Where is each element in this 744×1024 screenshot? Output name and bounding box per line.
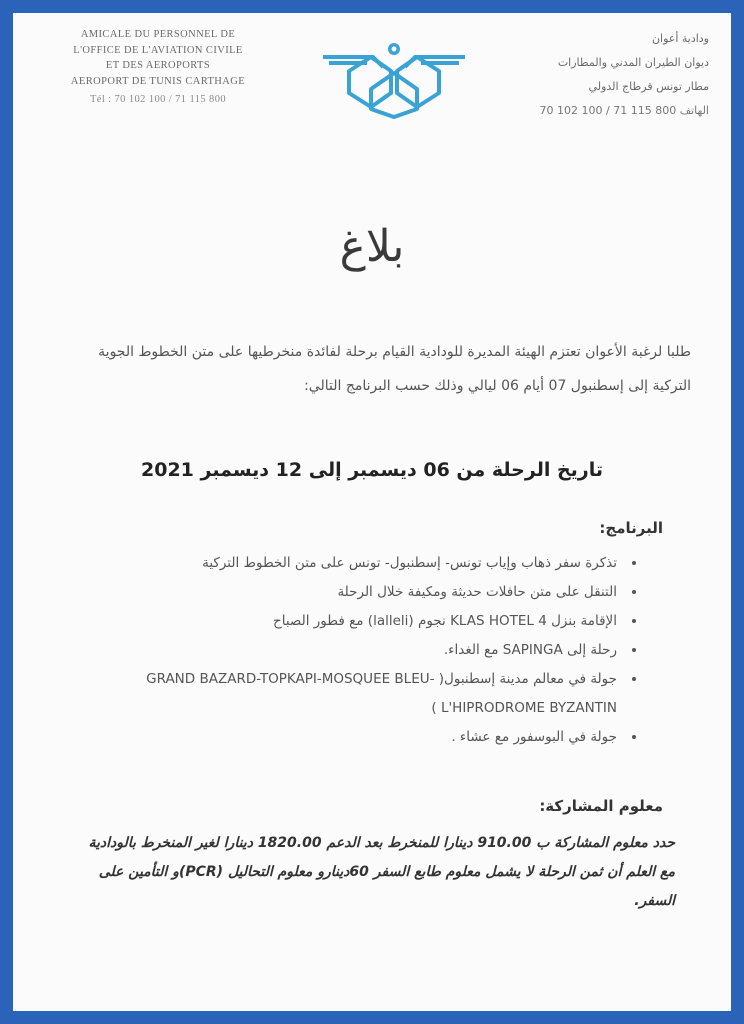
association-logo [321, 37, 467, 119]
header-right-arabic [479, 27, 709, 123]
header-left-line1: AMICALE DU PERSONNEL DE [80, 29, 236, 40]
list-item: • الإقامة بنزل KLAS HOTEL 4 نجوم (lalleli) مع فطور الصباح [83, 607, 621, 636]
list-item: • التنقل على متن حافلات حديثة ومكيفة خلال الرحلة [83, 578, 621, 607]
program-heading: البرنامج: [599, 519, 663, 537]
header-right-line2: ديوان الطيران المدني والمطارات [557, 56, 709, 69]
header-left-line3: ET DES AEROPORTS [105, 60, 211, 71]
header-left-line2: L'OFFICE DE L'AVIATION CIVILE [73, 44, 243, 56]
header-right-line1: ودادية أعوان [651, 32, 709, 45]
header-right-line3: مطار تونس قرطاج الدولي [588, 80, 709, 93]
header-left-tel: Tél : 70 102 100 / 71 115 800 [89, 94, 227, 105]
list-item: • رحلة إلى SAPINGA مع الغداء. [83, 636, 621, 665]
list-item: • جولة في معالم مدينة إسطنبول( GRAND BAZARD-TOPKAPI-MOSQUEE BLEU-L'HIPRODROME BYZANTIN ) [83, 665, 621, 723]
fee-heading: معلوم المشاركة: [539, 797, 663, 815]
announcement-title: بلاغ [339, 221, 405, 272]
header-left-french [43, 27, 273, 108]
trip-date: تاريخ الرحلة من 06 ديسمبر إلى 12 ديسمبر 2021 [141, 459, 603, 481]
intro-paragraph: طلبا لرغبة الأعوان تعتزم الهيئة المديرة للودادية القيام برحلة لفائدة منخرطيها على متن الخطوط الجوية التركية إلى إسطنبول 07 أيام 06 ليالي وذلك حسب البرنامج التالي: [98, 344, 691, 394]
header-left-line4: AEROPORT DE TUNIS CARTHAGE [70, 75, 246, 87]
header-right-tel: الهاتف 800 115 71 / 100 102 70 [539, 104, 709, 117]
list-item: • جولة في البوسفور مع عشاء . [83, 723, 621, 752]
program-list [83, 549, 639, 752]
document-page [13, 13, 731, 1011]
list-item: • تذكرة سفر ذهاب وإياب تونس- إسطنبول- تونس على متن الخطوط التركية [83, 549, 621, 578]
fee-paragraph: حدد معلوم المشاركة ب 910.00 دينارا للمنخرط بعد الدعم 1820.00 دينارا لغير المنخرط بالودادية مع العلم أن ثمن الرحلة لا يشمل معلوم طابع السفر 60دينارو معلوم التحاليل (PCR)و التأمين على السفر. [88, 835, 675, 909]
